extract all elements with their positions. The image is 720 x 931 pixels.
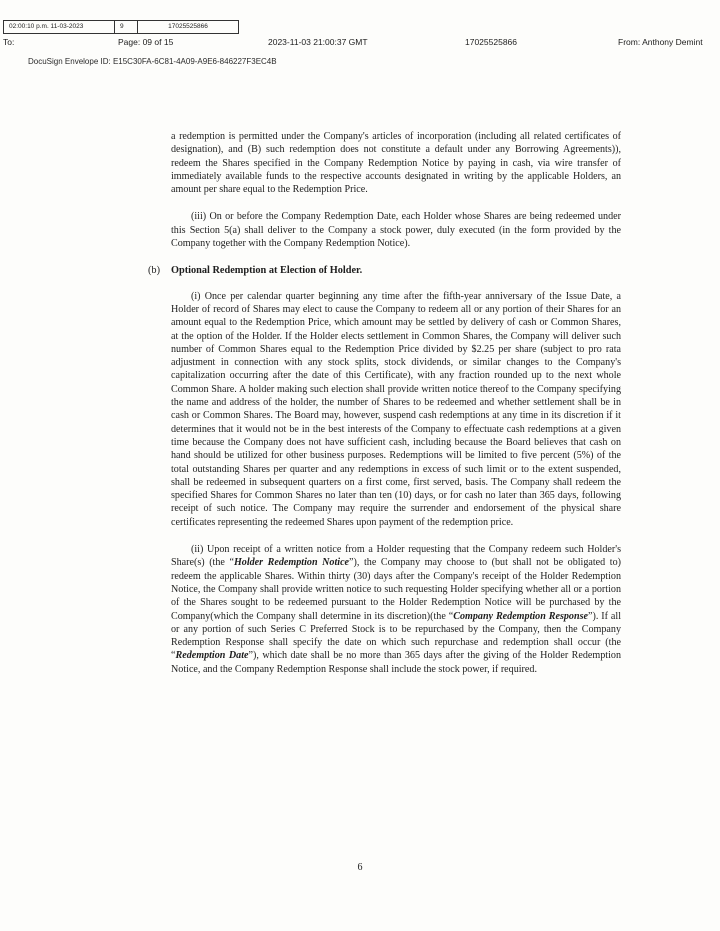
paragraph-holder-election: (i) Once per calendar quarter beginning any time after the fifth-year anniversary of the Issue Date, a Holder of record of Shares may elect to cause the Company to redeem all or any portion of their Shares for an amount equal to the Redemption Price, which amount may be settled by delivery of cash or Common Shares, at the option of the Holder. If the Holder elects settlement in Common Shares, the Company will deliver such number of Common Shares equal to the Redemption Price divided by $2.25 per share (subject to pro rata adjustment in connection with any stock splits, stock dividends, or similar changes to the Company's capitalization occurring after the date of this Certificate), with any fraction rounded up to the next whole Common Share. A holder making such election shall provide written notice thereof to the Company specifying the name and address of the holder, the number of Shares to be redeemed and whether settlement shall be in cash or Common Shares. The Board may, however, suspend cash redemptions at any time in its discretion if it determines that it would not be in the best interests of the Company to effectuate cash redemptions at a given time because the Company does not have sufficient cash, including because the Board believes that cash on hand should be utilized for other business purposes. Redemptions will be limited to five percent (5%) of the total outstanding Shares per quarter and any redemptions in excess of such limit or to the extent suspended, shall be redeemed in subsequent quarters on a first come, first served, basis. The Company shall redeem the specified Shares for Common Shares no later than ten (10) days, or for cash no later than 365 days, following receipt of such notice. The Company may require the surrender and endorsement of the physical share certificates representing the redeemed Shares upon payment of the redemption price. [171,290,621,528]
paragraph-holder-notice [171,543,621,676]
paragraph-redemption-payment: a redemption is permitted under the Company's articles of incorporation (including all related certificates of designation), and (B) such redemption does not constitute a default under any Borrowing Agreements)), redeem the Shares specified in the Company Redemption Notice by paying in cash, via wire transfer of immediately available funds to the respective accounts designated in writing by the applicable Holders, an amount per share equal to the Redemption Price. [171,131,621,196]
term-holder-redemption-notice: Holder Redemption Notice [233,557,350,569]
term-redemption-date: Redemption Date [175,650,249,662]
para4-text-a: (ii) Upon receipt of a written notice from a Holder requesting that the Company redeem such Holder's Share(s) (the “ [171,544,621,569]
para4-text-c: ”). If all or any portion of such Series C Preferred Stock is to be repurchased by the Company, then the Company Redemption Response shall specify the date on which such repurchase and redemption shall occur (the “ [171,610,621,662]
fax-datetime: 2023-11-03 21:00:37 GMT [268,37,368,47]
fax-header [0,37,720,49]
para4-text-d: ”), which date shall be no more than 365 days after the giving of the Holder Redemption Notice, and the Company Redemption Response shall include the stock power, if required. [171,650,621,675]
page-number: 6 [357,862,363,873]
fax-page-label: Page: 09 of 15 [118,37,174,47]
docusign-envelope-id: DocuSign Envelope ID: E15C30FA-6C81-4A09-A9E6-846227F3EC4B [28,57,277,66]
para4-text-b: ”), the Company may choose to (but shall not be obligated to) redeem the applicable Shares. Within thirty (30) days after the Company's receipt of the Holder Redemption Notice, the Company shall provide written notice to such requesting Holder specifying whether all or a portion of the Shares sought to be redeemed pursuant to the Holder Redemption Notice will be purchased by the Company(which the Company shall determine in its discretion)(the “ [171,557,621,622]
fax-stamp-number: 17025525866 [168,23,208,30]
term-company-redemption-response: Company Redemption Response [453,610,589,622]
section-heading [148,264,621,277]
fax-stamp-box [3,20,239,34]
section-heading-text: Optional Redemption at Election of Holder. [171,265,363,277]
fax-number: 17025525866 [465,37,518,47]
section-heading-label: (b) [148,265,161,277]
fax-from-label: From: Anthony Demint [618,37,703,47]
document-body [148,130,621,690]
fax-to-label: To: [3,37,15,47]
fax-stamp-count: 9 [115,21,138,33]
fax-stamp-time: 02:00:10 p.m. 11-03-2023 [4,21,115,33]
paragraph-stock-power: (iii) On or before the Company Redemption Date, each Holder whose Shares are being redeemed under this Section 5(a) shall deliver to the Company a stock power, duly executed (in the form provided by the Company together with the Company Redemption Notice). [171,211,621,250]
